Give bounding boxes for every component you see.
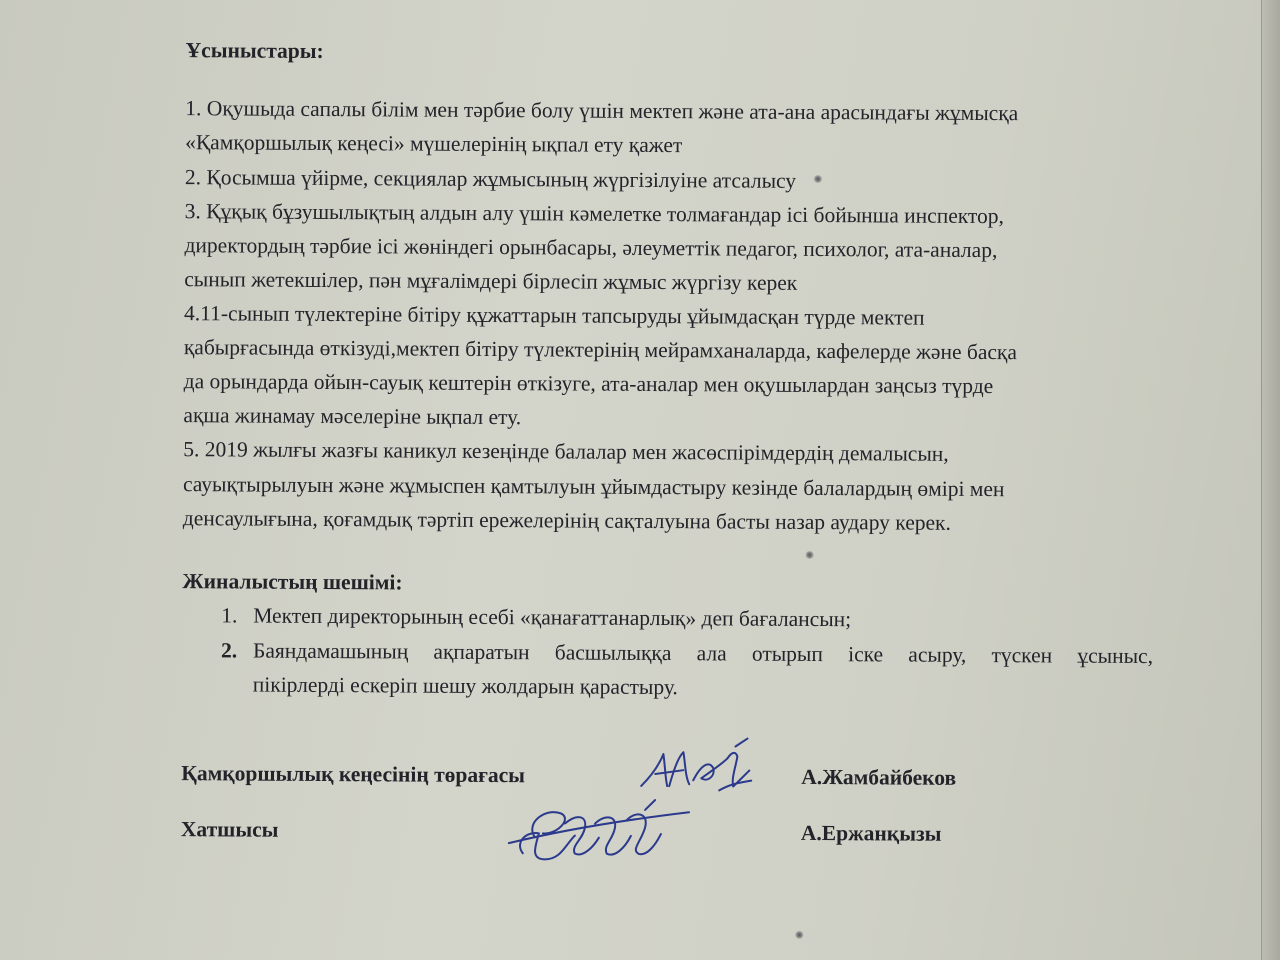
suggestion-line: қабырғасында өткізуді,мектеп бітіру түлектерінің мейрамханаларда, кафелерде және басқа bbox=[183, 335, 1018, 365]
paper-speck bbox=[805, 551, 815, 559]
decision-item-text: пікірлерді ескеріп шешу жолдарын қарастыру. bbox=[252, 672, 678, 700]
suggestion-line: «Қамқоршылық кеңесі» мүшелерінің ықпал ету қажет bbox=[185, 130, 683, 158]
suggestion-line: 1. Оқушыда сапалы білім мен тәрбие болу үшін мектеп және ата-ана арасындағы жұмысқа bbox=[185, 96, 1019, 126]
suggestion-line: 3. Құқық бұзушылықтың алдын алу үшін кәмелетке толмағандар ісі бойынша инспектор, bbox=[184, 199, 1005, 229]
decision-item-number: 2. bbox=[220, 638, 238, 663]
secretary-title: Хатшысы bbox=[180, 817, 279, 842]
suggestion-line: сынып жетекшілер, пән мұғалімдері бірлесіп жұмыс жүргізу керек bbox=[184, 267, 798, 295]
secretary-name: А.Ержанқызы bbox=[800, 820, 942, 846]
paper-speck bbox=[794, 931, 804, 939]
suggestion-line: сауықтырылуын және жұмыспен қамтылуын ұйымдастыру кезінде балалардың өмірі мен bbox=[182, 472, 1005, 502]
suggestion-line: да орындарда ойын-сауық кештерін өткізуге, ата-аналар мен оқушылардан заңсыз түрде bbox=[183, 369, 994, 399]
decision-item-number: 1. bbox=[221, 603, 238, 628]
decision-item-text: Мектеп директорының есебі «қанағаттанарлық» деп бағалансын; bbox=[253, 603, 852, 632]
decision-item-text: Баяндамашының ақпаратын басшылыққа ала отырып іске асыру, түскен ұсыныс, bbox=[252, 638, 1154, 669]
suggestions-heading: Ұсыныстары: bbox=[185, 38, 324, 63]
suggestion-line: директордың тәрбие ісі жөніндегі орынбасары, әлеуметтік педагог, психолог, ата-аналар, bbox=[184, 233, 998, 263]
chair-title: Қамқоршылық кеңесінің төрағасы bbox=[181, 761, 526, 788]
suggestion-line: ақша жинамау мәселеріне ықпал ету. bbox=[183, 403, 522, 430]
secretary-signature bbox=[505, 793, 695, 874]
suggestion-line: 4.11-сынып түлектеріне бітіру құжаттарын тапсыруды ұйымдасқан түрде мектеп bbox=[184, 301, 925, 330]
paper-speck bbox=[813, 175, 823, 183]
suggestion-line: 2. Қосымша үйірме, секциялар жұмысының жүргізілуіне атсалысу bbox=[184, 165, 797, 193]
paper-edge bbox=[1261, 0, 1280, 960]
suggestion-line: денсаулығына, қоғамдық тәртіп ережелерінің сақталуына басты назар аудару керек. bbox=[182, 506, 951, 535]
chair-name: А.Жамбайбеков bbox=[801, 764, 957, 790]
suggestion-line: 5. 2019 жылғы жазғы каникул кезеңінде балалар мен жасөспірімдердің демалысын, bbox=[183, 437, 949, 466]
decision-heading: Жиналыстың шешімі: bbox=[182, 569, 403, 595]
